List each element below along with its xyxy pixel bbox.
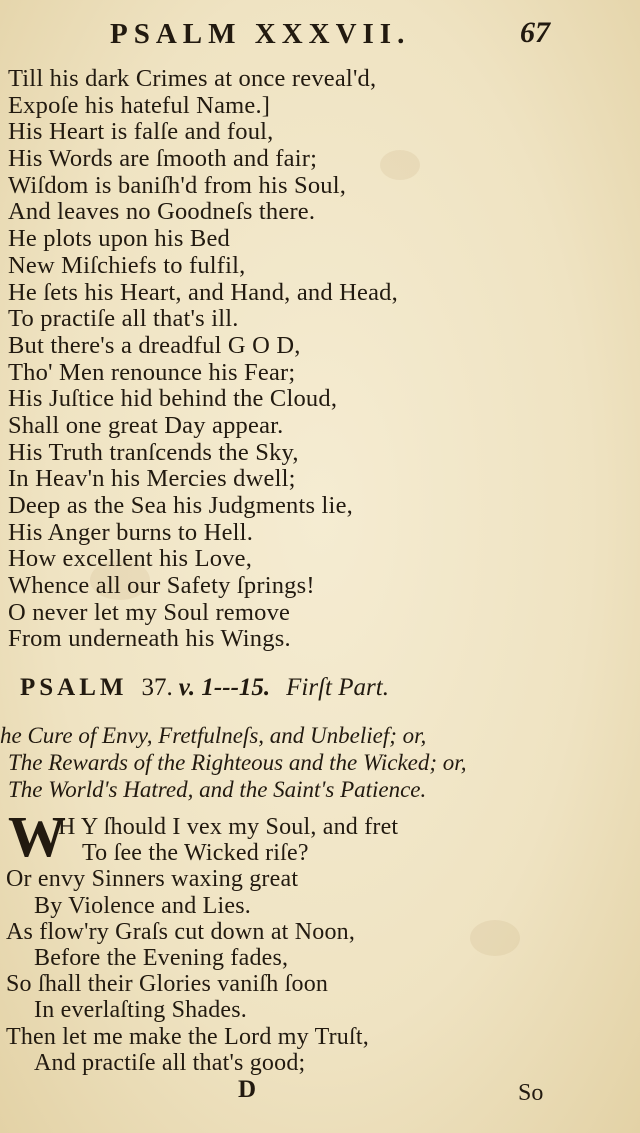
- subtitle-line: The World's Hatred, and the Saint's Patience.: [8, 777, 427, 802]
- subtitle-line: he Cure of Envy, Fretfulneſs, and Unbelief; or,: [0, 723, 427, 748]
- verse-line: His Truth tranſcends the Sky,: [8, 438, 299, 466]
- verse-line: Expoſe his hateful Name.]: [8, 91, 271, 119]
- hymn-line: So ſhall their Glories vaniſh ſoon: [6, 971, 329, 998]
- verse-line: From underneath his Wings.: [8, 625, 291, 653]
- verse-line: Tho' Men renounce his Fear;: [8, 358, 296, 386]
- verse-line: He plots upon his Bed: [8, 225, 230, 253]
- verse-line: His Juſtice hid behind the Cloud,: [8, 385, 338, 413]
- hymn-line: Or envy Sinners waxing great: [6, 866, 299, 893]
- verse-line: And leaves no Goodneſs there.: [8, 198, 316, 226]
- verse-line: He ſets his Heart, and Hand, and Head,: [8, 278, 398, 306]
- verse-line: Wiſdom is baniſh'd from his Soul,: [8, 171, 347, 199]
- signature-mark: D: [238, 1076, 257, 1103]
- hymn-line: To ſee the Wicked riſe?: [82, 840, 309, 867]
- psalm-label: PSALM: [20, 674, 128, 701]
- verse-line: New Miſchiefs to fulfil,: [8, 251, 246, 279]
- hymn-block: [6, 814, 626, 1076]
- verse-line: How excellent his Love,: [8, 545, 253, 573]
- drop-cap: W: [8, 804, 66, 869]
- verse-line: His Heart is falſe and foul,: [8, 118, 274, 146]
- catchword: So: [518, 1080, 544, 1106]
- verse-line: Till his dark Crimes at once reveal'd,: [8, 65, 377, 92]
- verse-line: His Words are ſmooth and fair;: [8, 145, 318, 173]
- verse-line: Whence all our Safety ſprings!: [8, 572, 315, 600]
- hymn-line: Before the Evening fades,: [34, 944, 289, 971]
- verse-line: His Anger burns to Hell.: [8, 518, 254, 546]
- page-header: [0, 14, 640, 54]
- hymn-line: In everlaſting Shades.: [34, 997, 248, 1024]
- psalm-part: Firſt Part.: [286, 674, 389, 701]
- verse-block: [8, 66, 628, 653]
- page-number: 67: [520, 16, 550, 49]
- hymn-line: Then let me make the Lord my Truſt,: [6, 1023, 369, 1050]
- hymn-line: As flow'ry Graſs cut down at Noon,: [6, 918, 356, 945]
- psalm-number: 37.: [141, 674, 173, 701]
- hymn-line: And practiſe all that's good;: [34, 1049, 306, 1076]
- verse-line: Deep as the Sea his Judgments lie,: [8, 492, 353, 519]
- verse-line: In Heav'n his Mercies dwell;: [8, 465, 296, 493]
- subtitle-line: The Rewards of the Righteous and the Wicked; or,: [8, 750, 467, 775]
- hymn-line: By Violence and Lies.: [34, 892, 251, 919]
- verse-line: To practiſe all that's ill.: [8, 305, 239, 333]
- hymn-first-line: H Y ſhould I vex my Soul, and fret: [58, 814, 399, 840]
- psalm-subtitle: [0, 722, 640, 803]
- verse-line: O never let my Soul remove: [8, 598, 291, 626]
- verse-line: But there's a dreadful G O D,: [8, 331, 301, 359]
- psalm-verses: v. 1---15.: [178, 674, 271, 701]
- verse-line: Shall one great Day appear.: [8, 411, 284, 439]
- running-head: PSALM XXXVII.: [110, 18, 411, 50]
- psalm-heading: [20, 674, 630, 702]
